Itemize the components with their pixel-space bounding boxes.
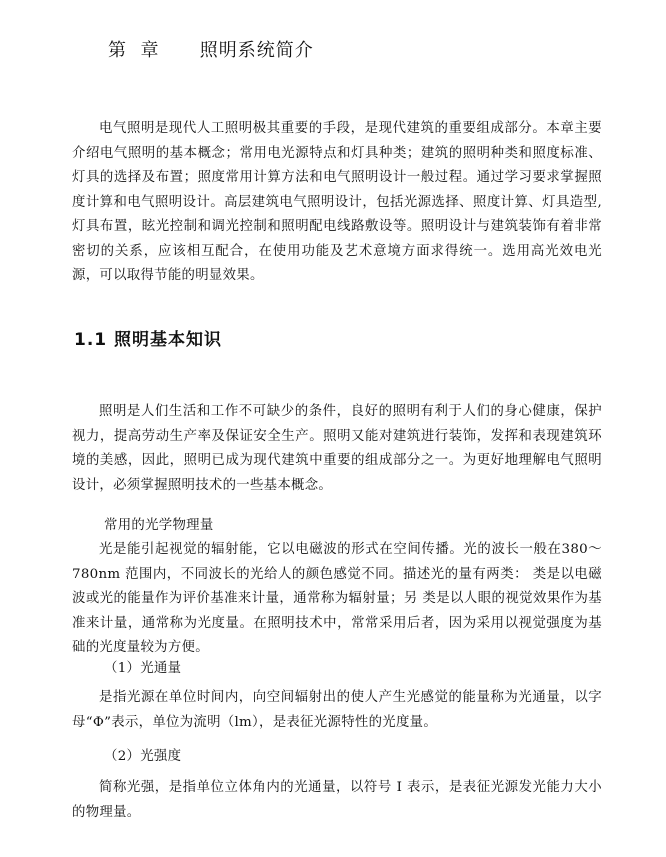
optical-quantities-heading: 常用的光学物理量 [104,518,214,533]
luminous-flux-heading: （1）光通量 [104,661,182,676]
luminous-intensity-paragraph: 简称光强，是指单位立体角内的光通量，以符号 I 表示，是表征光源发光能力大小的物理量。 [72,780,602,820]
section-paragraph: 照明是人们生活和工作不可缺少的条件，良好的照明有利于人们的身心健康，保护视力，提高劳动生产率及保证安全生产。照明又能对建筑进行装饰，发挥和表现建筑环境的美感，因此，照明已成为现代建筑中重要的组成部分之一。为更好地理解电气照明设计，必须掌握照明技术的一些基本概念。 [72,404,602,493]
chapter-title: 第 章 照明系统简介 [108,40,314,61]
light-paragraph: 光是能引起视觉的辐射能，它以电磁波的形式在空间传播。光的波长一般在380～780nm 范围内，不同波长的光给人的颜色感觉不同。描述光的量有两类： 类是以电磁波或光的能量作为评价基准来计量，通常称为辐射量；另 类是以人眼的视觉效果作为基准来计量，通常称为光度量。在照明技术中，常常采用后者，因为采用以视觉强度为基础的光度量较为方便。 [72,542,602,655]
luminous-intensity-heading: （2）光强度 [104,749,182,764]
intro-paragraph: 电气照明是现代人工照明极其重要的手段，是现代建筑的重要组成部分。本章主要介绍电气照明的基本概念；常用电光源特点和灯具种类；建筑的照明种类和照度标准、灯具的选择及布置；照度常用计算方法和电气照明设计一般过程。通过学习要求掌握照度计算和电气照明设计。高层建筑电气照明设计，包括光源选择、照度计算、灯具造型,灯具布置，眩光控制和调光控制和照明配电线路敷设等。照明设计与建筑装饰有着非常密切的关系，应该相互配合，在使用功能及艺术意境方面求得统一。选用高光效电光源，可以取得节能的明显效果。 [72,121,602,283]
section-heading: 1.1 照明基本知识 [74,330,223,350]
luminous-flux-paragraph: 是指光源在单位时间内，向空间辐射出的使人产生光感觉的能量称为光通量，以字母“Φ”表示，单位为流明（lm），是表征光源特性的光度量。 [72,690,602,730]
